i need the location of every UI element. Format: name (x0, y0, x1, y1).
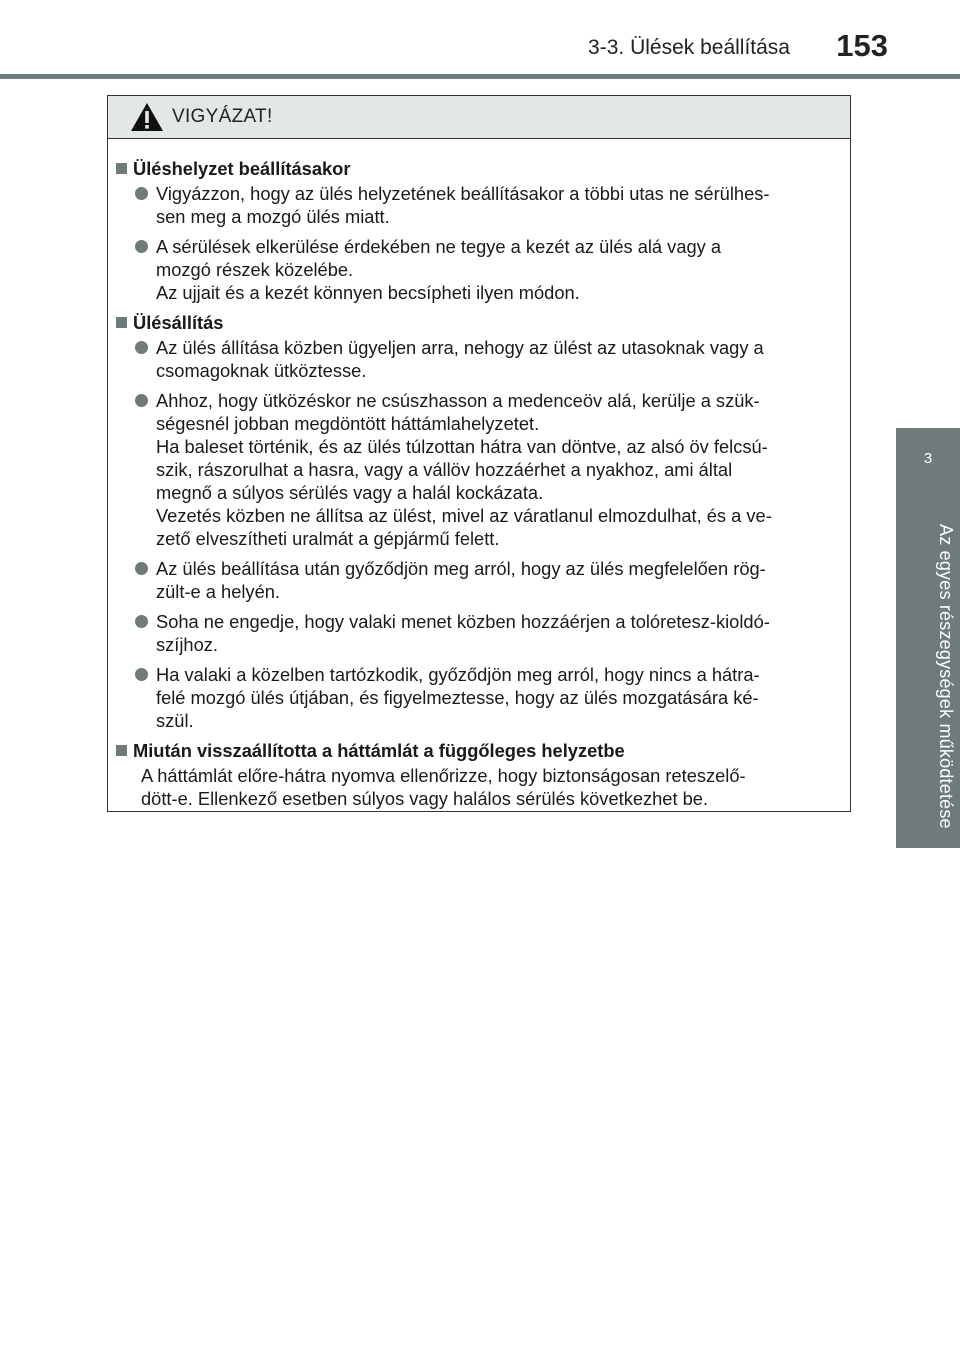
warning-box (107, 95, 851, 812)
list-item-text: Soha ne engedje, hogy valaki menet közben hozzáérjen a tolóretesz-kioldó- szíjhoz. (156, 611, 770, 655)
section-heading-text: Ülésállítás (133, 312, 224, 333)
list-item-text: Az ülés beállítása után győződjön meg arról, hogy az ülés megfelelően rög- zült-e a helyén. (156, 558, 766, 602)
round-bullet-icon (135, 394, 148, 407)
chapter-title: Az egyes részegységek működtetése (936, 523, 956, 829)
list-item-text: Az ülés állítása közben ügyeljen arra, nehogy az ülést az utasoknak vagy a csomagoknak ütköztesse. (156, 337, 764, 381)
header-rule (0, 74, 960, 79)
square-bullet-icon (116, 745, 127, 756)
round-bullet-icon (135, 187, 148, 200)
round-bullet-icon (135, 240, 148, 253)
warning-triangle-icon (130, 102, 164, 132)
warning-body (108, 139, 850, 810)
list-item-text: Vigyázzon, hogy az ülés helyzetének beállításakor a többi utas ne sérülhes- sen meg a mozgó ülés miatt. (156, 183, 770, 227)
round-bullet-icon (135, 562, 148, 575)
list-item (116, 235, 840, 304)
list-item (116, 389, 840, 550)
square-bullet-icon (116, 317, 127, 328)
chapter-side-tab (896, 428, 960, 848)
round-bullet-icon (135, 341, 148, 354)
section-heading-text: Miután visszaállította a háttámlát a függőleges helyzetbe (133, 740, 625, 761)
section-paragraph: A háttámlát előre-hátra nyomva ellenőrizze, hogy biztonságosan reteszelő- dött-e. Ellenkező esetben súlyos vagy halálos sérülés következhet be. (141, 765, 746, 809)
list-item-text: Ahhoz, hogy ütközéskor ne csúszhasson a medenceöv alá, kerülje a szük- ségesnél jobban megdöntött háttámlahelyzetet. Ha baleset történik, és az ülés túlzottan hátra van döntve, az alsó öv felcsú- szik, rászorulhat a hasra, vagy a vállöv hozzáérhet a nyakhoz, ami által megnő a súlyos sérülés vagy a halál kockázata. Vezetés közben ne állítsa az ülést, mivel az váratlanul elmozdulhat, és a ve- zető elveszítheti uralmát a gépjármű felett. (156, 390, 772, 549)
section-heading-text: Üléshelyzet beállításakor (133, 158, 351, 179)
list-item (116, 610, 840, 656)
section-heading (116, 157, 840, 180)
list-item-text: Ha valaki a közelben tartózkodik, győződjön meg arról, hogy nincs a hátra- felé mozgó ülés útjában, és figyelmeztesse, hogy az ülés mozgatására ké- szül. (156, 664, 760, 731)
square-bullet-icon (116, 163, 127, 174)
warning-label: VIGYÁZAT! (172, 106, 273, 127)
running-header-section: 3-3. Ülések beállítása (588, 36, 790, 59)
list-item-text: A sérülések elkerülése érdekében ne tegye a kezét az ülés alá vagy a mozgó részek közelébe. Az ujjait és a kezét könnyen becsípheti ilyen módon. (156, 236, 722, 303)
page-number: 153 (836, 28, 888, 63)
list-item (116, 557, 840, 603)
round-bullet-icon (135, 615, 148, 628)
section-heading (116, 311, 840, 334)
section-heading (116, 739, 840, 762)
round-bullet-icon (135, 668, 148, 681)
list-item (116, 182, 840, 228)
chapter-number: 3 (923, 450, 933, 467)
list-item (116, 663, 840, 732)
list-item (116, 336, 840, 382)
warning-header (108, 96, 850, 139)
